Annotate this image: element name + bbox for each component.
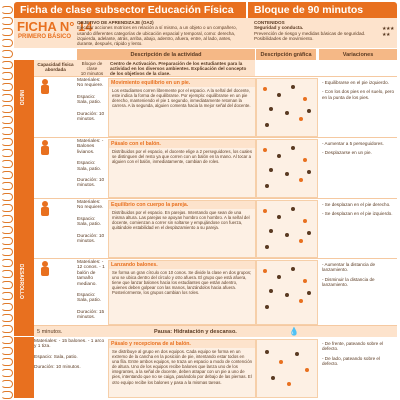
star-rating-icon: ★★	[382, 32, 390, 38]
player-marker	[269, 229, 273, 233]
pause-time: 5 minutos.	[37, 329, 63, 335]
spiral-ring	[1, 237, 13, 245]
title-divider	[246, 2, 248, 18]
spiral-ring	[1, 39, 13, 47]
row-side-band	[14, 258, 34, 325]
content-item: Prevención de riesgo y medidas básicas de seguridad.	[254, 30, 366, 36]
player-marker	[303, 279, 307, 283]
player-marker	[291, 85, 295, 89]
player-marker	[263, 87, 267, 91]
contents-label: CONTENIDOS	[254, 20, 285, 25]
activity-name: Equilibrio con cuerpo la pareja.	[109, 201, 255, 209]
variations-cell	[319, 200, 397, 219]
spiral-ring	[1, 270, 13, 278]
space-text: Espacio: Sala, patio.	[77, 293, 102, 304]
capacity-label: Capacidad física abordada	[37, 62, 74, 72]
variation-item: - Se desplazan en el pie derecho.	[322, 202, 391, 207]
activity-name: Pásalo y recepciona de al balón.	[109, 340, 255, 348]
materials-cell	[77, 260, 107, 321]
pause-text: Pausa: Hidratación y descanso.	[154, 329, 237, 335]
player-marker	[303, 158, 307, 162]
col-header-graphic: Descripción gráfica	[256, 49, 316, 60]
player-marker	[265, 123, 269, 127]
variation-item: - Con los dos pies en el suelo, pero en la punta de los pies.	[322, 89, 395, 100]
spiral-ring	[1, 17, 13, 25]
activity-description	[108, 139, 256, 198]
player-marker	[299, 239, 303, 243]
player-marker	[265, 184, 269, 188]
player-marker	[305, 368, 309, 372]
spiral-ring	[1, 391, 13, 399]
player-marker	[269, 289, 273, 293]
ficha-number: FICHA N° 14	[17, 19, 93, 34]
kid-figure-icon	[38, 261, 52, 281]
row-side-band	[14, 198, 34, 258]
pause-side	[14, 325, 34, 336]
block-minutes: 10 minutos	[80, 71, 104, 76]
duration-text: Duración: 10 minutos.	[77, 233, 105, 245]
player-marker	[307, 291, 311, 295]
activation-center: Centro de Activación. Preparación de los estudiantes para la actividad en los diversos ambientes. Explicación del concepto de los objetivos de la clase.	[107, 60, 255, 76]
activity-graphic	[256, 260, 318, 325]
spiral-ring	[1, 61, 13, 69]
space-text: Espacio: Sala, patio.	[77, 216, 102, 228]
col-header-description: Descripción de la actividad	[77, 49, 255, 60]
spiral-ring	[1, 204, 13, 212]
materials-text: Materiales: - 15 balones. - 1 arco y 1 tiza.	[34, 339, 105, 350]
phase-label: DESARROLLO	[18, 264, 24, 299]
activity-graphic	[256, 139, 318, 198]
spiral-ring	[1, 83, 13, 91]
materials-text: Materiales: No requiere.	[77, 200, 104, 211]
activity-description	[108, 339, 256, 398]
learning-objective	[77, 20, 237, 46]
spiral-binding	[0, 0, 12, 400]
activity-text: Los estudiantes corren libremente por el espacio. A la señal del docente, este indica la forma de equilibrarse. Por ejemplo: equilibrarse en un pie derecho, manteniendo el pie 1 segundo, inmediatamente retoman la carrera. A la segunda, alguien comenta hacia la mejor señal del docente.	[112, 88, 251, 109]
variation-item: - Aumentar la distancia de lanzamiento.	[322, 262, 376, 273]
player-marker	[263, 209, 267, 213]
spiral-ring	[1, 347, 13, 355]
spiral-ring	[1, 127, 13, 135]
content-rating	[382, 26, 394, 38]
variation-item: - Disminuir la distancia de lanzamiento.	[322, 276, 375, 288]
block-header	[77, 60, 107, 76]
materials-text: Materiales: - 12 conos. - 1 balón de tamaño mediano.	[77, 260, 105, 287]
activity-text: Se distribuye al grupo en dos equipos. Cada equipo se forma en un extremo de la cancha en la posición de pie, intentando estar todos en una fila. Entre ambos equipos, se traza un espacio a modo de contención de altura. Uno de los equipos recibe balones que lanza uno de los integrantes, a la señal de docente, deben atrapar con un pie a uno de pies, intentando que no se caiga, pasándolo por debajo de las piernas. El otro equipo recibe los balones y pasa a la mismas tareas.	[112, 349, 252, 385]
spiral-ring	[1, 149, 13, 157]
variations-cell	[319, 339, 397, 369]
sheet-title: Ficha de clase subsector Educación Física	[20, 4, 234, 16]
space-text: Espacio: Sala, patio.	[77, 94, 102, 106]
player-marker	[269, 168, 273, 172]
player-marker	[307, 109, 311, 113]
spiral-ring	[1, 50, 13, 58]
grade-level: PRIMERO BÁSICO	[18, 34, 72, 40]
materials-cell	[77, 200, 107, 244]
variations-cell	[319, 78, 397, 102]
col-header-variations: Variaciones	[319, 49, 397, 60]
variations-cell	[319, 139, 397, 158]
activity-text: Distribuidos por el espacio, el docente elige a 2 perseguidores, los cuales se distinguen del resto ya que corren con un balón en la mano. Al tocar a alguien con el balón, inmediatamente, cambian de roles.	[112, 149, 252, 165]
objective-text: Ejecutar acciones motrices en relación a sí mismo, a un objeto o un compañero, usando diferentes categorías de ubicación espacial y temporal, como: derecha, izquierda, adelante, atrás, arriba, abajo, adentro, afuera, entre, al lado, antes, durante, después, rápido y lento.	[77, 25, 237, 47]
spiral-ring	[1, 336, 13, 344]
water-drop-icon: 💧	[289, 327, 299, 336]
duration-text: Duración: 10 minutos.	[77, 111, 105, 123]
spiral-ring	[1, 182, 13, 190]
sheet-header	[14, 18, 397, 48]
player-marker	[303, 219, 307, 223]
player-marker	[299, 178, 303, 182]
player-marker	[263, 269, 267, 273]
activity-graphic	[256, 78, 318, 137]
duration-text: Duración: 10 minutos.	[34, 365, 81, 371]
player-marker	[277, 215, 281, 219]
spiral-ring	[1, 138, 13, 146]
player-marker	[299, 117, 303, 121]
materials-text: Materiales: - Balones livianos.	[77, 139, 104, 155]
star-rating-icon: ★★★	[382, 26, 394, 32]
pause-row	[34, 325, 397, 337]
player-marker	[299, 299, 303, 303]
kid-figure-icon	[38, 201, 52, 221]
player-marker	[279, 360, 283, 364]
spiral-ring	[1, 358, 13, 366]
player-marker	[265, 305, 269, 309]
activity-name: Movimiento equilibrio en un pie.	[109, 79, 255, 87]
activity-description	[108, 200, 256, 258]
subhead-side	[14, 60, 34, 76]
spiral-ring	[1, 215, 13, 223]
player-marker	[265, 245, 269, 249]
variation-item: - Equilibrarse en el pie izquierdo.	[322, 80, 389, 85]
variation-item: - De frente, pateando sobre el defecto.	[322, 341, 384, 352]
materials-cell	[77, 139, 107, 189]
row-side-band	[14, 137, 34, 198]
player-marker	[269, 107, 273, 111]
player-marker	[285, 233, 289, 237]
content-item: Seguridad y conducta.	[254, 25, 304, 31]
player-marker	[285, 293, 289, 297]
activity-description	[108, 260, 256, 325]
spiral-ring	[1, 171, 13, 179]
player-marker	[303, 97, 307, 101]
activity-text: Distribuidos por el espacio. En parejas. Intentando que sean de una misma altura. Las parejas se apoyan hombro con hombro. A la señal del docente, comienzan a correr sin soltarse y empujándose con fuerza, quitándole estabilidad en el desplazamiento a su pareja.	[112, 210, 250, 231]
player-marker	[265, 350, 269, 354]
activity-graphic	[256, 339, 318, 398]
spiral-ring	[1, 94, 13, 102]
spiral-ring	[1, 28, 13, 36]
row-side-band	[14, 337, 34, 398]
player-marker	[285, 172, 289, 176]
variation-item: - De lado, pateando sobre el defecto.	[322, 355, 380, 367]
block-label: Bloque de clase	[81, 61, 103, 71]
row-side-band	[14, 76, 34, 137]
phase-label: INICIO	[18, 90, 24, 106]
player-marker	[263, 148, 267, 152]
activity-name: Pásalo con el balón.	[109, 140, 255, 148]
player-marker	[291, 267, 295, 271]
spiral-ring	[1, 248, 13, 256]
activity-text: Se forma un gran círculo con 10 conos. Se divide la clase en dos grupos; uno se ubica dentro del círculo y otro afuera. El grupo que está afuera, tiene que lanzar balones hacia los estudiantes que están adentro, quienes deben golpear con las manos, lanzándolos hacia afuera. Posteriormente, los grupos cambian los roles.	[112, 270, 252, 296]
spiral-ring	[1, 380, 13, 388]
content-item: Posibilidades de movimiento.	[254, 35, 314, 41]
title-bar	[14, 2, 397, 18]
materials-cell	[77, 78, 107, 122]
duration-text: Duración: 10 minutos.	[77, 178, 105, 189]
space-text: Espacio: Sala, patio.	[34, 354, 78, 360]
spiral-ring	[1, 193, 13, 201]
duration-text: Duración: 15 minutos.	[77, 309, 105, 321]
contents-block	[254, 20, 394, 41]
spiral-ring	[1, 292, 13, 300]
player-marker	[271, 376, 275, 380]
spiral-ring	[1, 369, 13, 377]
kid-figure-icon	[38, 79, 52, 99]
spiral-ring	[1, 226, 13, 234]
capacity-header	[34, 60, 77, 76]
kid-figure-icon	[38, 140, 52, 160]
activity-name: Lanzando balones.	[109, 261, 255, 269]
spiral-ring	[1, 303, 13, 311]
player-marker	[277, 154, 281, 158]
spiral-ring	[1, 72, 13, 80]
player-marker	[291, 207, 295, 211]
spiral-ring	[1, 259, 13, 267]
activity-graphic	[256, 200, 318, 258]
player-marker	[277, 93, 281, 97]
spiral-ring	[1, 325, 13, 333]
spiral-ring	[1, 281, 13, 289]
block-title: Bloque de 90 minutos	[254, 4, 364, 16]
activity-description	[108, 78, 256, 137]
spiral-ring	[1, 160, 13, 168]
materials-text: Materiales: No requiere.	[77, 78, 104, 89]
variation-item: - Se desplazan en el pie izquierdo.	[322, 211, 393, 217]
spiral-ring	[1, 6, 13, 14]
spiral-ring	[1, 105, 13, 113]
lesson-sheet	[14, 2, 397, 398]
player-marker	[291, 146, 295, 150]
spiral-ring	[1, 116, 13, 124]
player-marker	[287, 382, 291, 386]
player-marker	[307, 170, 311, 174]
space-text: Espacio: Sala, patio.	[77, 161, 102, 172]
player-marker	[277, 275, 281, 279]
variation-item: - Desplazarse en un pie.	[322, 150, 372, 156]
objective-label: OBJETIVO DE APRENDIZAJE (OA2)	[77, 20, 154, 25]
player-marker	[285, 111, 289, 115]
variation-item: - Aumentar a 5 perseguidores.	[322, 141, 384, 146]
variations-cell	[319, 260, 397, 290]
spiral-ring	[1, 314, 13, 322]
materials-cell	[34, 339, 106, 371]
player-marker	[307, 231, 311, 235]
player-marker	[295, 352, 299, 356]
